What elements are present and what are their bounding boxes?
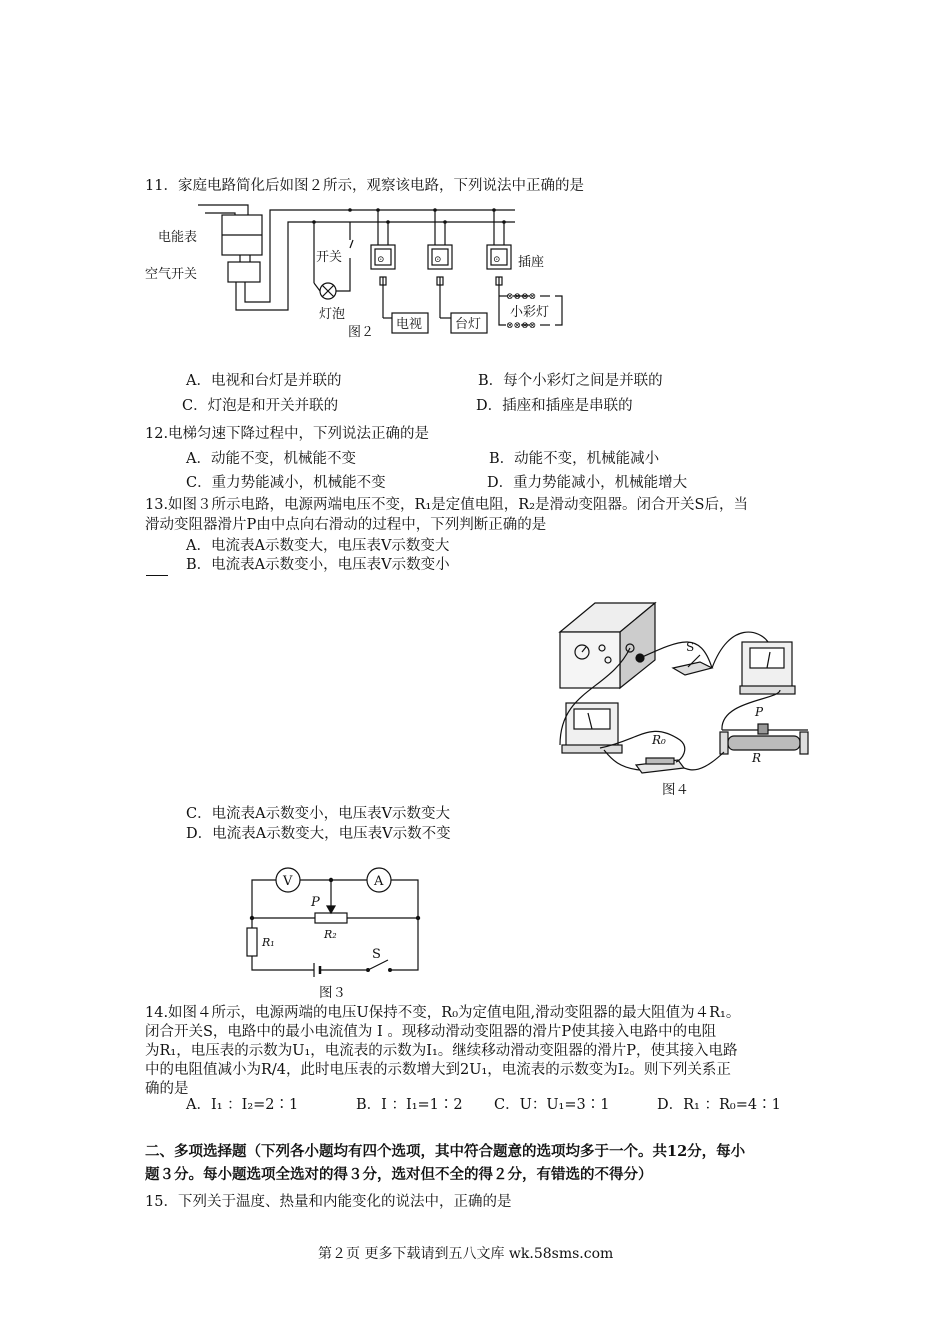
page-footer: 第２页 更多下载请到五八文库 wk.58sms.com <box>318 1246 614 1262</box>
svg-text:⊙: ⊙ <box>434 255 442 265</box>
q14-option-b: B．I ：I₁=1∶2 <box>356 1097 463 1113</box>
figure-3-circuit <box>248 862 423 982</box>
label-mini-lights: 小彩灯 <box>510 305 550 320</box>
q12-option-a: A．动能不变，机械能不变 <box>186 451 356 467</box>
label-meter: 电能表 <box>158 230 198 245</box>
fig4-label-s: S <box>686 640 695 654</box>
label-fig2: 图２ <box>348 325 375 340</box>
q14-option-a: A．I₁ ：I₂=2∶1 <box>186 1097 299 1113</box>
fig3-label-a: A <box>374 874 384 889</box>
q14-line5: 确的是 <box>145 1081 189 1097</box>
section2-line2: 题３分。每小题选项全选对的得３分，选对但不全的得２分，有错选的不得分） <box>145 1166 653 1183</box>
q12-option-c: C．重力势能减小，机械能不变 <box>186 475 386 491</box>
q13-option-c: C．电流表A示数变小，电压表V示数变大 <box>186 806 451 822</box>
q14-line1: 14.如图４所示，电源两端的电压U保持不变，R₀为定值电阻,滑动变阻器的最大阻值为４R₁。 <box>145 1005 741 1021</box>
q14-line3: 为R₁，电压表的示数为U₁，电流表的示数为I₁。继续移动滑动变阻器的滑片P，使其接入电路 <box>145 1043 738 1059</box>
label-breaker: 空气开关 <box>145 267 198 282</box>
q14-option-d: D．R₁ ：R₀=4∶1 <box>657 1097 781 1113</box>
q13-option-b: B．电流表A示数变小，电压表V示数变小 <box>186 557 450 573</box>
q14-option-c: C．U：U₁=3∶1 <box>494 1097 610 1113</box>
fig3-label-r1: R₁ <box>262 936 275 949</box>
fig4-label-p: P <box>755 705 764 719</box>
fig4-caption: 图４ <box>662 782 689 798</box>
margin-mark <box>146 575 168 576</box>
figure-2-household-circuit <box>145 198 565 338</box>
label-bulb: 灯泡 <box>319 307 346 322</box>
q13-stem-line2: 滑动变阻器滑片P由中点向右滑动的过程中，下列判断正确的是 <box>145 517 547 533</box>
fig3-label-s: S <box>372 947 381 962</box>
q12-stem: 12.电梯匀速下降过程中，下列说法正确的是 <box>145 426 430 442</box>
figure-4-apparatus <box>552 598 812 798</box>
q15-stem: 15．下列关于温度、热量和内能变化的说法中，正确的是 <box>145 1194 512 1210</box>
label-tv: 电视 <box>396 317 423 332</box>
q11-stem: 11．家庭电路简化后如图２所示，观察该电路，下列说法中正确的是 <box>145 178 584 194</box>
label-lamp: 台灯 <box>455 317 482 332</box>
svg-text:⊙: ⊙ <box>377 255 385 265</box>
q11-option-d: D．插座和插座是串联的 <box>476 398 633 414</box>
fig3-caption: 图３ <box>319 985 346 1001</box>
svg-text:⊗⊗⊗⊗: ⊗⊗⊗⊗ <box>506 321 537 331</box>
q13-option-a: A．电流表A示数变大，电压表V示数变大 <box>186 538 450 554</box>
fig4-label-r0: R₀ <box>652 733 666 747</box>
q11-option-a: A．电视和台灯是并联的 <box>186 373 342 389</box>
svg-text:⊗⊗⊗⊗: ⊗⊗⊗⊗ <box>506 292 537 302</box>
q14-line4: 中的电阻值减小为R/4，此时电压表的示数增大到2U₁，电流表的示数变为I₂。则下列关系正 <box>145 1062 731 1078</box>
q11-option-b: B．每个小彩灯之间是并联的 <box>478 373 663 389</box>
fig4-label-r: R <box>752 751 762 765</box>
svg-text:⊙: ⊙ <box>493 255 501 265</box>
fig3-label-r2: R₂ <box>324 928 337 941</box>
fig3-label-p: P <box>311 895 320 910</box>
q14-line2: 闭合开关S，电路中的最小电流值为 I 。现移动滑动变阻器的滑片P使其接入电路中的电阻 <box>145 1024 717 1040</box>
q11-option-c: C．灯泡是和开关并联的 <box>182 398 339 414</box>
q12-option-d: D．重力势能减小，机械能增大 <box>487 475 688 491</box>
q13-stem-line1: 13.如图３所示电路，电源两端电压不变，R₁是定值电阻，R₂是滑动变阻器。闭合开关S后，当 <box>145 497 748 513</box>
q13-option-d: D．电流表A示数变大，电压表V示数不变 <box>186 826 451 842</box>
section2-line1: 二、多项选择题（下列各小题均有四个选项，其中符合题意的选项均多于一个。共12分，每小 <box>145 1143 746 1160</box>
q12-option-b: B．动能不变，机械能减小 <box>489 451 660 467</box>
label-switch: 开关 <box>316 250 343 265</box>
fig3-label-v: V <box>283 874 293 889</box>
label-socket: 插座 <box>518 255 545 270</box>
